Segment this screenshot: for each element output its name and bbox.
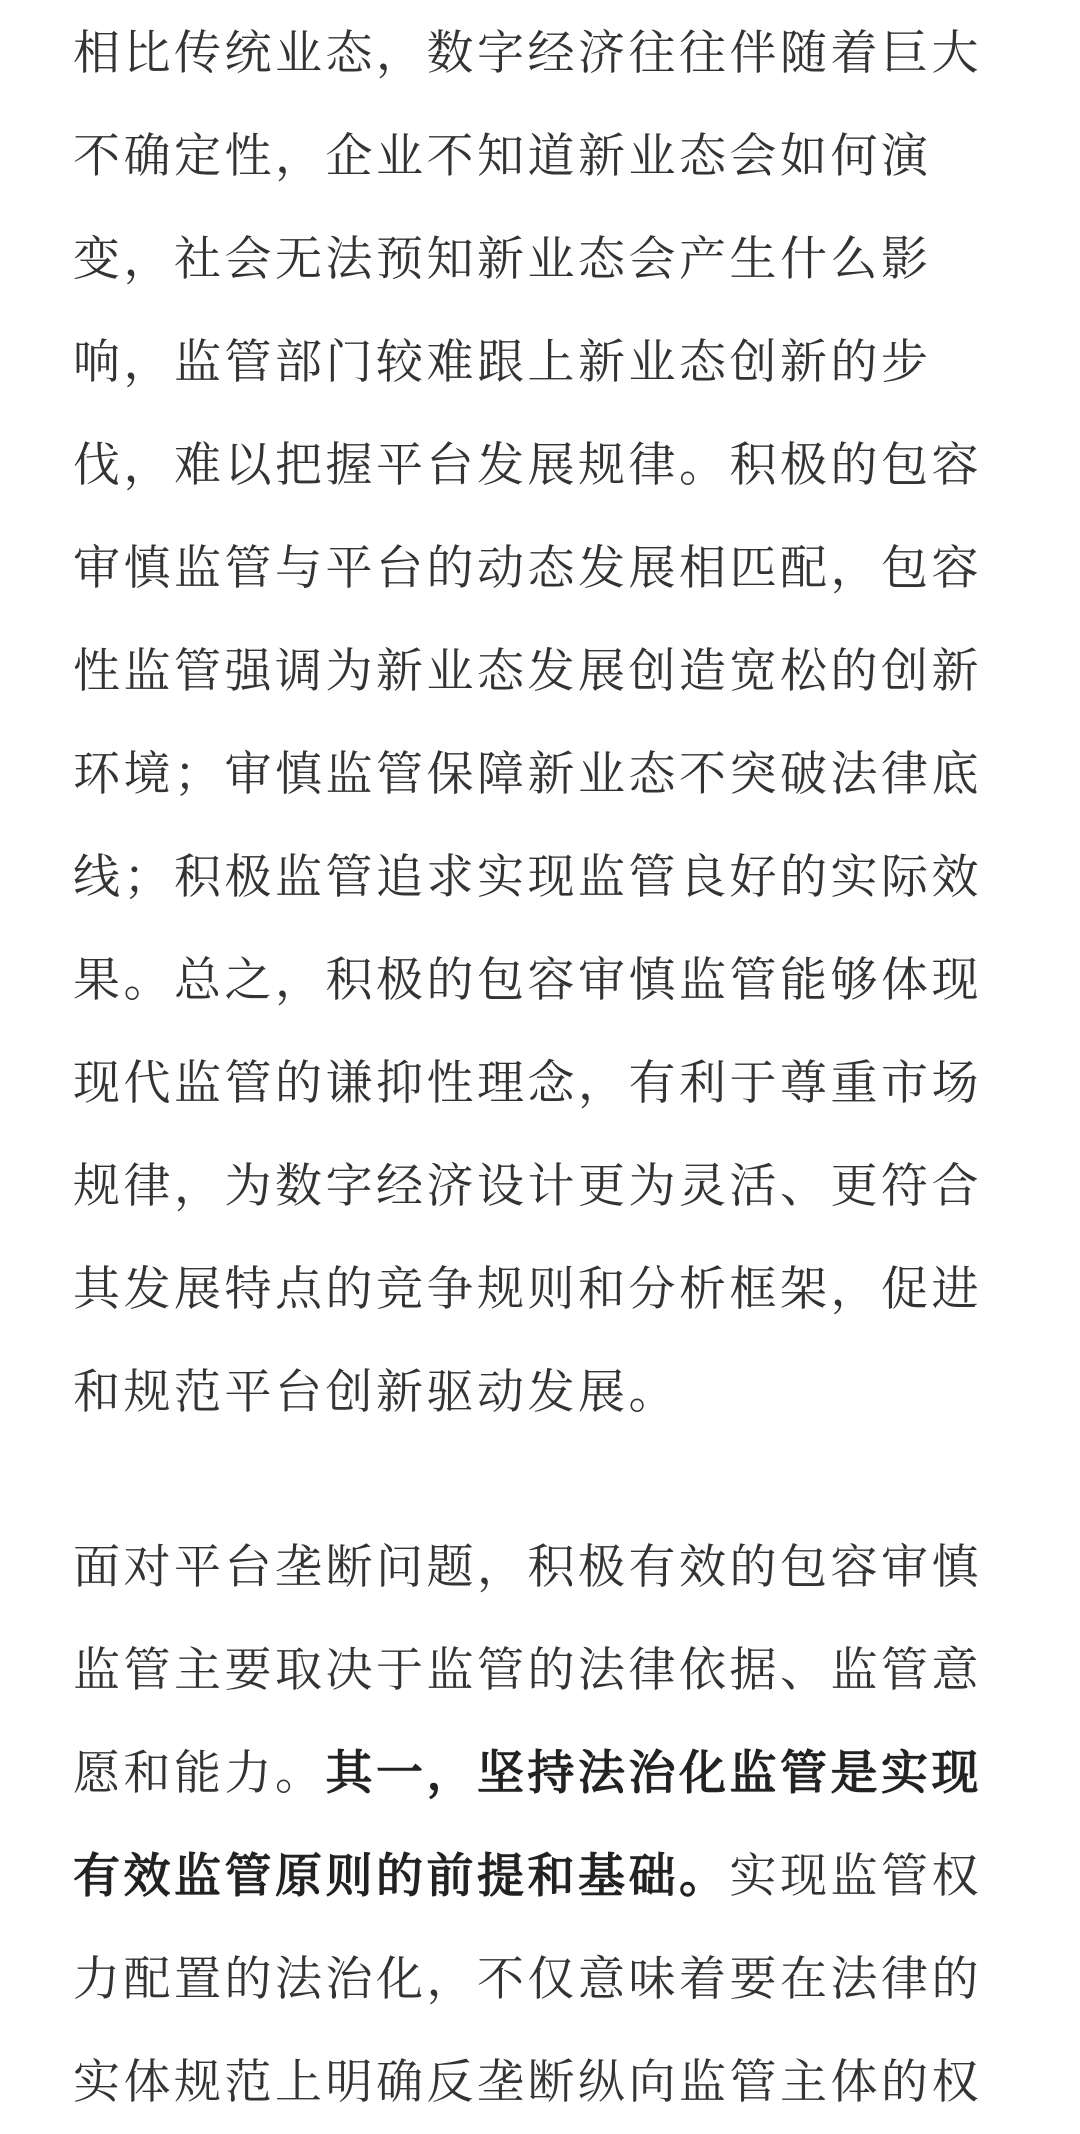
paragraph-2-line: 力配置的法治化，不仅意味着要在法律的 (73, 1952, 982, 2007)
paragraph-1-line: 伐，难以把握平台发展规律。积极的包容 (73, 438, 982, 493)
emphasis-text: 有效监管原则的前提和基础。 (73, 1849, 730, 1904)
paragraph-2-line: 监管主要取决于监管的法律依据、监管意 (73, 1643, 982, 1698)
paragraph-1-line: 和规范平台创新驱动发展。 (73, 1365, 679, 1420)
paragraph-1-line: 变，社会无法预知新业态会产生什么影 (73, 232, 932, 287)
paragraph-2-line: 实体规范上明确反垄断纵向监管主体的权 (73, 2055, 982, 2110)
paragraph-2-line (73, 1722, 1013, 1825)
paragraph-2-line (73, 1825, 1013, 1928)
paragraph-1-line: 响，监管部门较难跟上新业态创新的步 (73, 335, 932, 390)
paragraph-1-line: 规律，为数字经济设计更为灵活、更符合 (73, 1159, 982, 1214)
paragraph-1-line: 线；积极监管追求实现监管良好的实际效 (73, 850, 982, 905)
paragraph-1-line: 性监管强调为新业态发展创造宽松的创新 (73, 644, 982, 699)
paragraph-1-line: 环境；审慎监管保障新业态不突破法律底 (73, 747, 982, 802)
paragraph-1-line: 其发展特点的竞争规则和分析框架，促进 (73, 1262, 982, 1317)
paragraph-2-text: 实现监管权 (729, 1849, 982, 1904)
paragraph-1 (73, 0, 1013, 1444)
paragraph-1-line: 审慎监管与平台的动态发展相匹配，包容 (73, 541, 982, 596)
paragraph-1-line: 相比传统业态，数字经济往往伴随着巨大 (73, 26, 982, 81)
paragraph-2-text: 愿和能力。 (73, 1746, 326, 1801)
paragraph-2 (73, 1516, 1013, 2134)
paragraph-1-line: 果。总之，积极的包容审慎监管能够体现 (73, 953, 982, 1008)
article-body (73, 0, 1013, 2134)
paragraph-1-line: 不确定性，企业不知道新业态会如何演 (73, 129, 932, 184)
emphasis-text: 其一，坚持法治化监管是实现 (325, 1746, 982, 1801)
paragraph-2-line: 面对平台垄断问题，积极有效的包容审慎 (73, 1540, 982, 1595)
paragraph-1-line: 现代监管的谦抑性理念，有利于尊重市场 (73, 1056, 982, 1111)
paragraph-spacer (73, 1444, 1013, 1516)
